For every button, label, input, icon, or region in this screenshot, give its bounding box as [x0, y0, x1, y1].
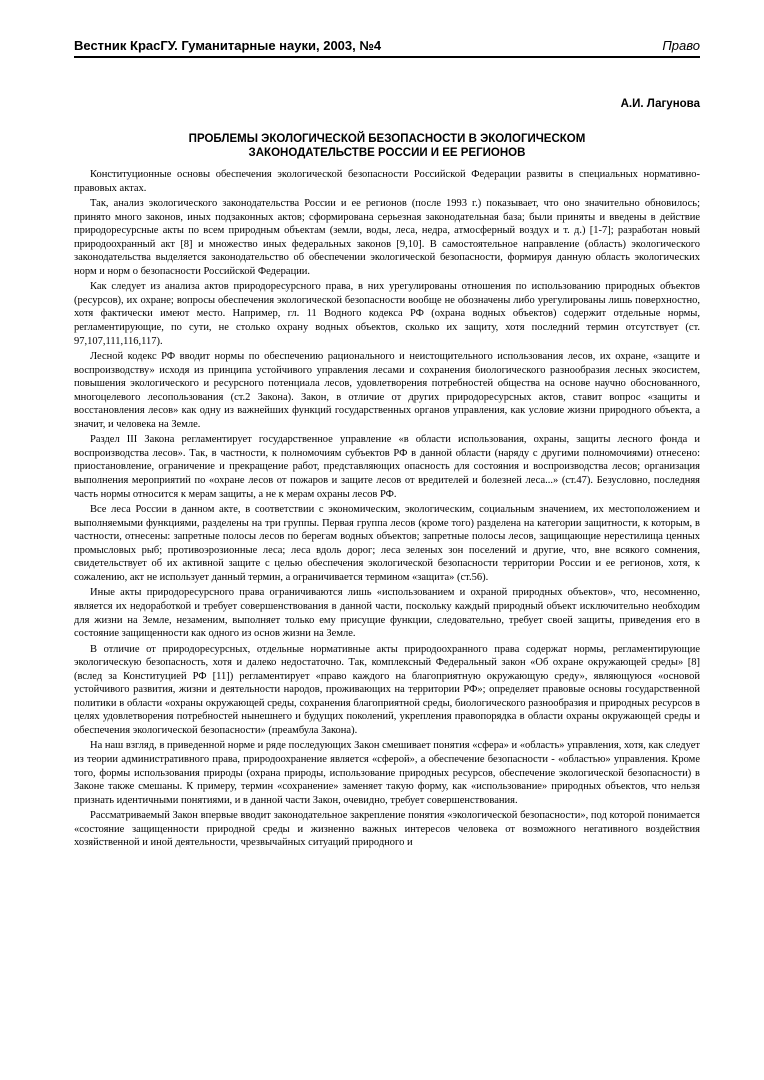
paragraph: Как следует из анализа актов природоресурсного права, в них урегулированы отношения по использованию природных объектов (ресурсов), их охране; вопросы обеспечения экологической безопасности вообще не обозначены либо урегулированы лишь поверхностно, хотя фактически имеют место. Например, гл. 11 Водного кодекса РФ (охрана водных объектов) содержит отдельные нормы, регламентирующие, по сути, не столько охрану водных объектов, сколько их защиту, хотя последний термин отсутствует (ст. 97,107,111,116,117). [74, 281, 700, 347]
article-title-line-2: ЗАКОНОДАТЕЛЬСТВЕ РОССИИ И ЕЕ РЕГИОНОВ [248, 147, 526, 159]
article-title-line-1: ПРОБЛЕМЫ ЭКОЛОГИЧЕСКОЙ БЕЗОПАСНОСТИ В ЭКОЛОГИЧЕСКОМ [188, 133, 586, 145]
section-name: Право [662, 38, 700, 53]
paragraph: Лесной кодекс РФ вводит нормы по обеспечению рационального и неистощительного использования лесов, их охране, «защите и воспроизводству» исходя из принципа устойчивого управления лесами и сохранения биологического разнообразия лесных экосистем, повышения экологического и ресурсного потенциала лесов, удовлетворения потребностей общества на основе научно обоснованного, многоцелевого лесопользования (ст.2 Закона). Закон, в отличие от других природоресурсных актов, ставит вопрос «защиты и восстановления лесов» как одну из важнейших функций государственных органов управления, как условие жизни природного объекта, а значит, и человека на Земле. [74, 351, 700, 430]
article-title [74, 132, 700, 160]
article-page [74, 38, 700, 852]
paragraph: В отличие от природоресурсных, отдельные нормативные акты природоохранного права содержат нормы, регламентирующие экологическую безопасность, хотя и далеко недостаточно. Так, комплексный Федеральный закон «Об охране окружающей среды» [8] (вслед за Конституцией РФ [11]) регламентирует «право каждого на благоприятную окружающую среду», являющуюся «основой устойчивого развития, жизни и деятельности народов, проживающих на территории РФ»; определяет правовые основы государственной политики в области «охраны окружающей среды, сохранения благоприятной среды, биологического разнообразия и природных ресурсов в целях удовлетворения потребностей нынешнего и будущих поколений, укрепления правопорядка в области охраны окружающей среды и обеспечения экологической безопасности» (преамбула Закона). [74, 643, 700, 736]
paragraph: Иные акты природоресурсного права ограничиваются лишь «использованием и охраной природных объектов», что, несомненно, является их недоработкой и требует совершенствования в данной части, поскольку каждый природный объект исключительно необходим для жизни на Земле, незаменим, выполняет только ему присущие функции, следовательно, требует своей защиты, приведения его в состояние защищенности как одного из основ жизни на Земле. [74, 587, 700, 640]
paragraph: Все леса России в данном акте, в соответствии с экономическим, экологическим, социальным значением, их местоположением и выполняемыми функциями, разделены на три группы. Первая группа лесов (кроме того) разделена на категории защитности, к которым, в частности, отнесены: запретные полосы лесов по берегам водных объектов; запретные полосы лесов, защищающие нерестилища ценных промысловых рыб; противоэрозионные леса; леса вдоль дорог; леса зеленых зон поселений и другие, что, вне всякого сомнения, свидетельствует об их активной защите с целью обеспечения экологической безопасности территории России и ее регионов, хотя, к сожалению, акт не использует данный термин, а ограничивается термином «защита» (ст.56). [74, 504, 700, 583]
paragraph: Так, анализ экологического законодательства России и ее регионов (после 1993 г.) показывает, что оно значительно обновилось; принято много законов, иных подзаконных актов; сформирована серьезная законодательная база; были приняты и введены в действие природоресурсные акты по всем природным объектам (земли, воды, леса, недра, атмосферный воздух и т. д.) [1-7]; разработан новый природоохранный акт [8] и множество иных федеральных законов [9,10]. В самостоятельное направление (область) экологического законодательства выделяется законодательство об обеспечении экологической безопасности, формируя данную область экологических норм и норм о безопасности Российской Федерации. [74, 198, 700, 277]
author-name: А.И. Лагунова [620, 98, 700, 110]
paragraph: На наш взгляд, в приведенной норме и ряде последующих Закон смешивает понятия «сфера» и «область» управления, хотя, как следует из теории административного права, природоохранение является «сферой», а обеспечение безопасности - «областью» управления. Кроме того, формы использования природы (охрана природы, использование природных ресурсов, обеспечение экологической безопасности) в Законе также смешаны. К примеру, термин «сохранение» заменяет такую форму, как «использование» природных объектов, что нельзя признать идентичными понятиями, и в данной части Закон, очевидно, требует совершенствования. [74, 740, 700, 806]
journal-title: Вестник КрасГУ. Гуманитарные науки, 2003, №4 [74, 38, 382, 53]
article-body [74, 168, 700, 850]
paragraph: Раздел III Закона регламентирует государственное управление «в области использования, охраны, защиты лесного фонда и воспроизводства лесов». Так, в частности, к полномочиям субъектов РФ в данной области (наряду с другими полномочиями) отнесено: приостановление, ограничение и прекращение работ, представляющих опасность для состояния и воспроизводства лесов; организация выполнения мероприятий по «охране лесов от пожаров и защите лесов от вредителей и болезней леса...» (ст.47). Безусловно, последняя часть нормы относится к мерам защиты, а не к мерам охраны лесов РФ. [74, 434, 700, 500]
running-header [74, 38, 700, 58]
paragraph: Рассматриваемый Закон впервые вводит законодательное закрепление понятия «экологической безопасности», под которой понимается «состояние защищенности природной среды и жизненно важных интересов человека от возможного негативного воздействия хозяйственной и иной деятельности, чрезвычайных ситуаций природного и [74, 810, 700, 849]
paragraph: Конституционные основы обеспечения экологической безопасности Российской Федерации развиты в специальных нормативно-правовых актах. [74, 169, 700, 194]
